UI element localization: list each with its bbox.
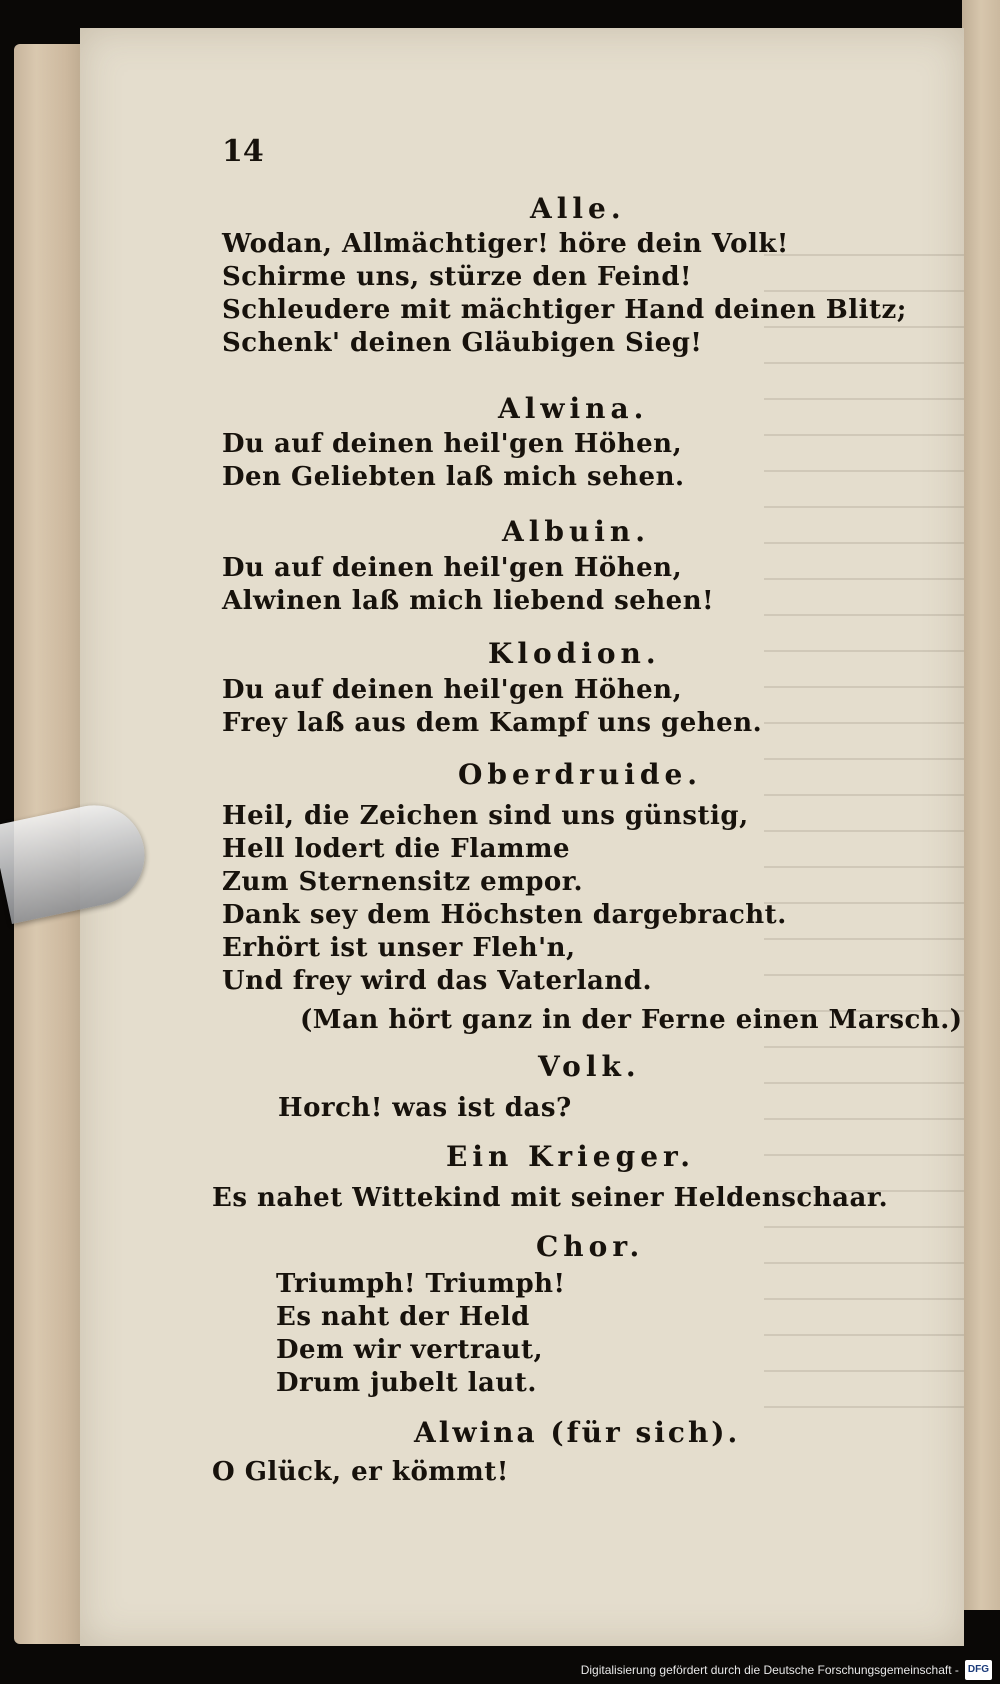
speaker-name: Chor. — [536, 1230, 645, 1263]
verse-block — [278, 1092, 572, 1125]
speaker-name: Oberdruide. — [458, 758, 702, 791]
verse-line: Heil, die Zeichen sind uns günstig, — [222, 801, 749, 831]
speaker-name: Alwina. — [498, 392, 649, 425]
speaker-name: Klodion. — [488, 637, 661, 670]
verse-line: Zum Sternensitz empor. — [222, 867, 584, 897]
speaker-name: Alwina (für sich). — [414, 1416, 741, 1449]
verse-block — [222, 552, 714, 618]
verse-line: Alwinen laß mich liebend sehen! — [222, 586, 715, 616]
verse-line: Schenk' deinen Gläubigen Sieg! — [222, 328, 703, 358]
verse-block — [222, 800, 787, 998]
verse-block — [276, 1268, 565, 1400]
stage-direction: (Man hört ganz in der Ferne einen Marsch.) — [300, 1005, 963, 1035]
book-edge-right — [962, 0, 1000, 1610]
bleed-through-text — [764, 228, 964, 1428]
verse-line: Horch! was ist das? — [278, 1093, 572, 1123]
verse-line: Du auf deinen heil'gen Höhen, — [222, 553, 683, 583]
verse-block — [222, 428, 685, 494]
dfg-logo: DFG — [965, 1660, 992, 1680]
verse-block — [222, 228, 907, 360]
verse-line: Du auf deinen heil'gen Höhen, — [222, 675, 683, 705]
verse-line: Es naht der Held — [276, 1302, 530, 1332]
verse-line: Und frey wird das Vaterland. — [222, 966, 653, 996]
speaker-name: Albuin. — [502, 515, 651, 548]
verse-line: Dank sey dem Höchsten dargebracht. — [222, 900, 787, 930]
verse-line: Den Geliebten laß mich sehen. — [222, 462, 685, 492]
speaker-name: Alle. — [530, 192, 626, 225]
verse-line: Dem wir vertraut, — [276, 1335, 544, 1365]
verse-line: O Glück, er kömmt! — [212, 1457, 509, 1487]
verse-line: Wodan, Allmächtiger! höre dein Volk! — [222, 229, 789, 259]
verse-block — [212, 1182, 888, 1215]
verse-line: Es nahet Wittekind mit seiner Heldenschaar. — [212, 1183, 889, 1213]
verse-line: Du auf deinen heil'gen Höhen, — [222, 429, 683, 459]
speaker-name: Volk. — [538, 1050, 641, 1083]
verse-block — [222, 674, 762, 740]
verse-line: Erhört ist unser Fleh'n, — [222, 933, 576, 963]
verse-block — [212, 1456, 509, 1489]
verse-line: Hell lodert die Flamme — [222, 834, 571, 864]
verse-line: Triumph! Triumph! — [276, 1269, 566, 1299]
verse-line: Frey laß aus dem Kampf uns gehen. — [222, 708, 763, 738]
verse-line: Schirme uns, stürze den Feind! — [222, 262, 692, 292]
footer-text: Digitalisierung gefördert durch die Deutsche Forschungsgemeinschaft - — [580, 1663, 959, 1677]
footer-credit — [581, 1660, 992, 1680]
verse-line: Drum jubelt laut. — [276, 1368, 537, 1398]
page-number: 14 — [222, 134, 264, 169]
speaker-name: Ein Krieger. — [446, 1140, 695, 1173]
verse-line: Schleudere mit mächtiger Hand deinen Blitz; — [222, 295, 907, 325]
